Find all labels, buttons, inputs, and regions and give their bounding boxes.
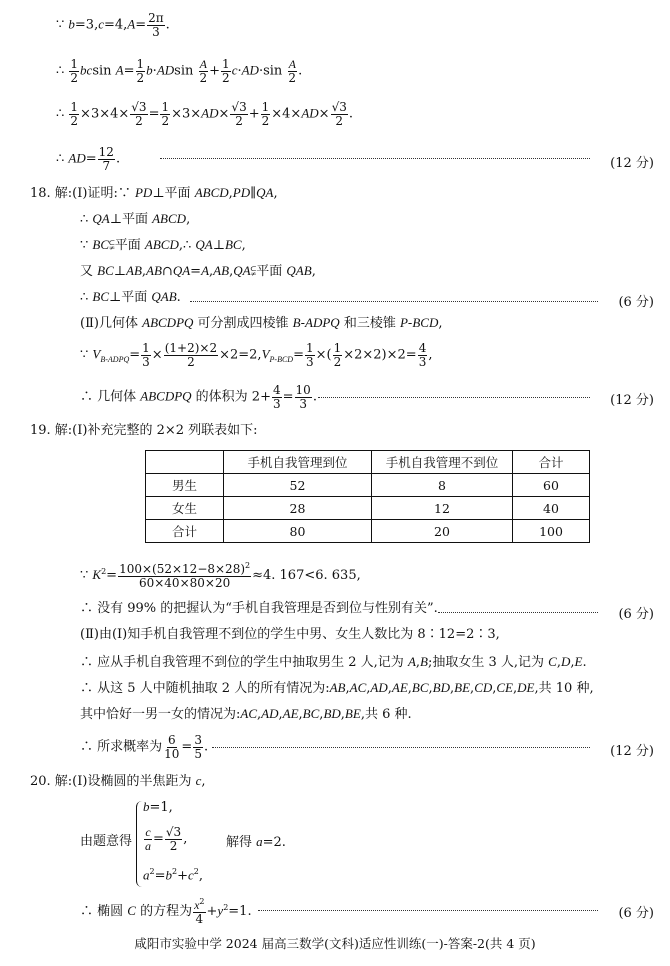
line-area-equation: ∴ $\frac{1}{2}$ bcsin A= $\frac{1}{2}$ b·ADsin $\frac{A}{2}$ + $\frac{1}{2}$ c·AD·sin $\frac{A}{2}$ . (56, 57, 303, 85)
table-cell: 8 (372, 474, 513, 497)
table-cell: 28 (224, 497, 372, 520)
line-given: ∵ b=3,c=4,A= $\frac{2\pi}{3}$ . (56, 11, 170, 39)
table-cell: 男生 (146, 474, 224, 497)
score-label: (6 分) (618, 295, 654, 310)
table-header-row (146, 451, 590, 474)
table-cell: 80 (224, 520, 372, 543)
q18-step-2: ∵ BC⫋平面 ABCD,∴ QA⊥BC, (80, 237, 246, 253)
dot-leader (258, 910, 598, 911)
table-cell: 合计 (146, 520, 224, 543)
table-row (146, 474, 590, 497)
table-row (146, 497, 590, 520)
system-eq-1: b=1, (143, 799, 173, 815)
score-label: (6 分) (618, 906, 654, 921)
score-label: (12 分) (610, 744, 654, 759)
q19-conclusion-1: ∴ 没有 99% 的把握认为“手机自我管理是否到位与性别有关”. (80, 601, 438, 616)
table-header: 手机自我管理不到位 (372, 451, 513, 474)
table-header: 合计 (513, 451, 590, 474)
table-cell: 52 (224, 474, 372, 497)
q18-step-1: ∴ QA⊥平面 ABCD, (80, 211, 191, 227)
score-label: (6 分) (618, 607, 654, 622)
q18-volume-calc: ∵ $V_{B-ADPQ}=$ $\frac{1}{3}$ × $\frac{(1+2)\times 2}{2}$ $\times 2=2,V_{P-BCD}=$ $\frac{1}{3}$ ×( $\frac{1}{2}$ ×2×2)×2= $\frac{4}{3}$ , (80, 341, 433, 369)
q19-part-2: (Ⅱ)由(Ⅰ)知手机自我管理不到位的学生中男、女生人数比为 8∶12=2∶3, (80, 627, 500, 642)
q18-heading: 18. 解:(Ⅰ)证明:∵ PD⊥平面 ABCD,PD∥QA, (30, 185, 278, 201)
dot-leader (212, 747, 590, 748)
q19-sampling: ∴ 应从手机自我管理不到位的学生中抽取男生 2 人,记为 A,B;抽取女生 3 人,记为 C,D,E. (80, 654, 587, 670)
table-row (146, 520, 590, 543)
q20-setup-label: 由题意得 (80, 834, 133, 849)
line-substitution: ∴ $\frac{1}{2}$ ×3×4× $\frac{√3}{2}$ = $\frac{1}{2}$ ×3×AD× $\frac{√3}{2}$ + $\frac{1}{2}$ ×4×AD× $\frac{√3}{2}$ . (56, 100, 353, 128)
q19-all-cases: ∴ 从这 5 人中随机抽取 2 人的所有情况为:AB,AC,AD,AE,BC,BD,BE,CD,CE,DE,共 10 种, (80, 680, 594, 696)
dot-leader (190, 301, 598, 302)
q18-part-2: (Ⅱ)几何体 ABCDPQ 可分割成四棱锥 B-ADPQ 和三棱锥 P-BCD, (80, 315, 443, 331)
q19-probability: ∴ 所求概率为 $\frac{6}{10}$ = $\frac{3}{5}$ . (80, 733, 209, 761)
q18-volume-result: ∴ 几何体 ABCDPQ 的体积为 2+ $\frac{4}{3}$ = $\frac{10}{3}$ . (80, 383, 317, 411)
q19-favorable-cases: 其中恰好一男一女的情况为:AC,AD,AE,BC,BD,BE,共 6 种. (80, 706, 412, 722)
dot-leader (318, 397, 590, 398)
table-cell (146, 451, 224, 474)
score-label: (12 分) (610, 156, 654, 171)
table-cell: 12 (372, 497, 513, 520)
page-footer: 咸阳市实验中学 2024 届高三数学(文科)适应性训练(一)-答案-2(共 4 页) (134, 936, 536, 951)
q20-heading: 20. 解:(Ⅰ)设椭圆的半焦距为 c, (30, 773, 206, 789)
score-label: (12 分) (610, 393, 654, 408)
table-cell: 女生 (146, 497, 224, 520)
q20-solve-result: 解得 a=2. (226, 834, 286, 850)
table-cell: 20 (372, 520, 513, 543)
table-header: 手机自我管理到位 (224, 451, 372, 474)
q18-step-3: 又 BC⊥AB,AB∩QA=A,AB,QA⫋平面 QAB, (80, 263, 316, 279)
q19-heading: 19. 解:(Ⅰ)补充完整的 2×2 列联表如下: (30, 423, 258, 438)
system-eq-2: $\frac{c}{a}$ = $\frac{√3}{2}$ , (145, 825, 188, 853)
table-cell: 40 (513, 497, 590, 520)
q18-step-4: ∴ BC⊥平面 QAB. (80, 289, 181, 305)
line-ad-result: ∴ AD= $\frac{12}{7}$ . (56, 145, 121, 173)
q20-ellipse-equation: ∴ 椭圆 C 的方程为 $\frac{x^2}{4}$ $+y^2=1$. (80, 897, 252, 926)
k2-statistic: ∵ $K^2=$ $\frac{100\times(52\times 12-8\times 28)^2}{60\times 40\times 80\times 20}$ ≈4. 167<6. 635, (80, 561, 361, 590)
table-cell: 60 (513, 474, 590, 497)
table-cell: 100 (513, 520, 590, 543)
contingency-table (145, 450, 590, 543)
system-eq-3: $a^2=b^2+c^2$, (143, 867, 204, 884)
dot-leader (160, 158, 590, 159)
dot-leader (438, 612, 598, 613)
